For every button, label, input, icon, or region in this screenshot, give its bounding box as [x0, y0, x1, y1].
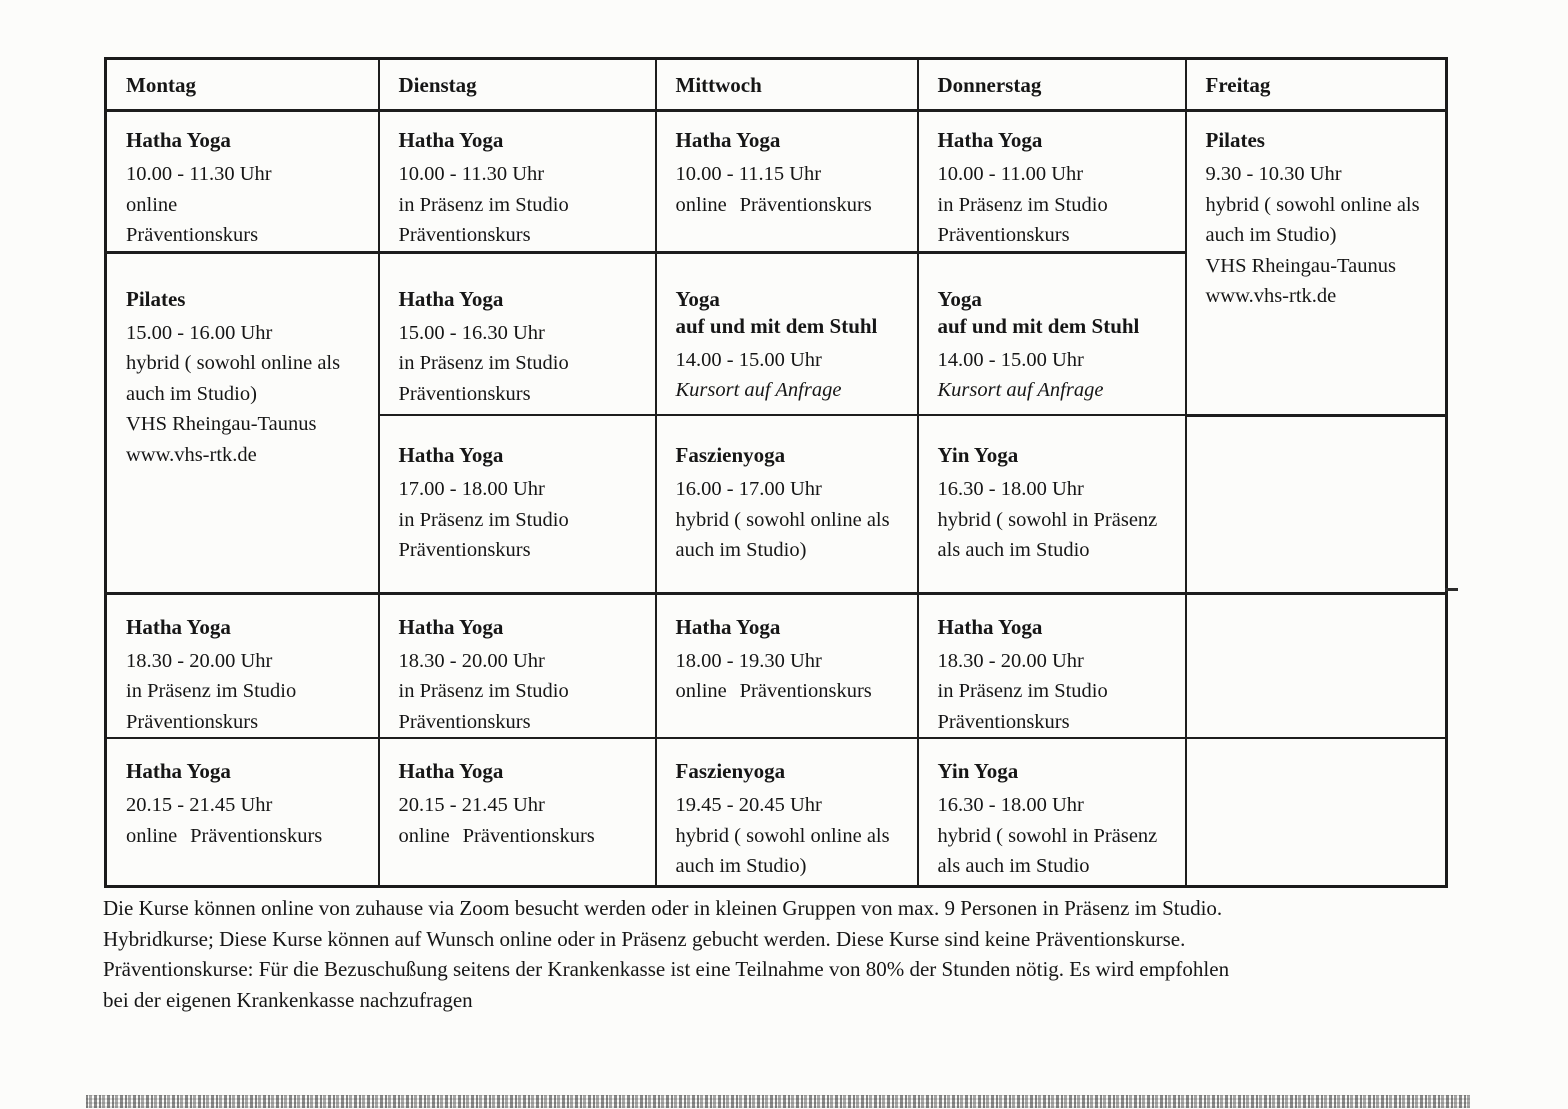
day-header-dienstag: Dienstag — [379, 59, 656, 111]
course-title: Faszienyoga — [675, 443, 786, 467]
course-title: Hatha Yoga — [398, 759, 504, 783]
course-title: Hatha Yoga — [398, 443, 504, 467]
course-cell-donnerstag-morning — [918, 111, 1186, 253]
course-type: Präventionskurs — [398, 382, 531, 405]
course-type: Präventionskurs — [126, 224, 259, 246]
day-header-donnerstag: Donnerstag — [918, 59, 1186, 111]
course-cell-montag-afternoon — [106, 252, 379, 593]
course-time: 18.30 - 20.00 Uhr — [937, 649, 1084, 672]
course-time: 14.00 - 15.00 Uhr — [675, 348, 822, 371]
course-cell-mittwoch-evening1 — [656, 593, 918, 738]
course-cell-dienstag-evening2 — [379, 738, 656, 886]
course-mode: hybrid ( sowohl online als — [1205, 193, 1420, 216]
course-cell-dienstag-morning — [379, 111, 656, 253]
course-mode: online Präventionskurs — [126, 824, 323, 847]
course-cell-mittwoch-afternoon2 — [656, 415, 918, 593]
course-subtitle: auf und mit dem Stuhl — [937, 313, 1140, 338]
course-mode: als auch im Studio — [937, 855, 1090, 877]
course-mode: hybrid ( sowohl in Präsenz — [937, 508, 1158, 531]
course-type: Präventionskurs — [398, 710, 531, 733]
course-website: www.vhs-rtk.de — [1205, 285, 1337, 307]
course-provider: VHS Rheingau-Taunus — [1205, 254, 1396, 277]
course-time: 16.00 - 17.00 Uhr — [675, 478, 822, 500]
day-header-mittwoch: Mittwoch — [656, 59, 918, 111]
course-time: 17.00 - 18.00 Uhr — [398, 478, 545, 500]
course-time: 18.30 - 20.00 Uhr — [398, 649, 545, 672]
course-schedule-table — [104, 57, 1448, 888]
course-cell-montag-evening2 — [106, 738, 379, 886]
course-mode: in Präsenz im Studio — [126, 680, 297, 702]
course-cell-mittwoch-afternoon1 — [656, 252, 918, 415]
course-cell-dienstag-afternoon1 — [379, 252, 656, 415]
course-type: Präventionskurs — [398, 539, 531, 561]
course-mode: online — [126, 193, 178, 216]
day-header-freitag: Freitag — [1186, 59, 1447, 111]
course-title: Yin Yoga — [937, 443, 1019, 467]
course-title: Pilates — [1205, 128, 1265, 152]
course-time: 18.00 - 19.30 Uhr — [675, 649, 822, 672]
course-cell-mittwoch-evening2 — [656, 738, 918, 886]
course-cell-montag-evening1 — [106, 593, 379, 738]
course-title: Hatha Yoga — [675, 128, 781, 152]
course-cell-donnerstag-afternoon1 — [918, 252, 1186, 415]
course-time: 20.15 - 21.45 Uhr — [126, 794, 273, 816]
course-provider: VHS Rheingau-Taunus — [126, 413, 317, 435]
course-type: Präventionskurs — [937, 710, 1070, 733]
course-title: Hatha Yoga — [398, 128, 504, 152]
course-type: Präventionskurs — [398, 224, 531, 246]
course-title: Hatha Yoga — [937, 128, 1043, 152]
course-mode: online Präventionskurs — [398, 824, 595, 847]
empty-cell-freitag-evening1 — [1186, 593, 1447, 738]
notes-line: Präventionskurse: Für die Bezuschußung seitens der Krankenkasse ist eine Teilnahme von 80% der Stunden nötig. Es wird empfohlen — [103, 957, 1230, 981]
course-title: Hatha Yoga — [126, 614, 231, 639]
course-title: Pilates — [126, 286, 186, 311]
course-cell-donnerstag-evening1 — [918, 593, 1186, 738]
course-time: 10.00 - 11.30 Uhr — [398, 163, 545, 185]
course-mode: hybrid ( sowohl online als — [126, 352, 341, 374]
course-cell-donnerstag-evening2 — [918, 738, 1186, 886]
footnotes — [103, 893, 1333, 1015]
empty-cell-freitag-evening2 — [1186, 738, 1447, 886]
empty-cell-freitag-afternoon — [1186, 415, 1447, 593]
course-mode: auch im Studio) — [675, 855, 807, 877]
course-title: Yoga — [937, 286, 982, 311]
course-mode: in Präsenz im Studio — [398, 193, 569, 216]
course-cell-dienstag-afternoon2 — [379, 415, 656, 593]
course-mode: auch im Studio) — [1205, 224, 1337, 246]
course-cell-dienstag-evening1 — [379, 593, 656, 738]
course-location-note: Kursort auf Anfrage — [937, 379, 1104, 401]
table-row — [106, 738, 1447, 886]
course-mode: als auch im Studio — [937, 539, 1090, 561]
course-subtitle: auf und mit dem Stuhl — [675, 313, 878, 338]
course-mode: in Präsenz im Studio — [398, 508, 569, 531]
course-mode: online Präventionskurs — [675, 680, 872, 702]
course-time: 10.00 - 11.30 Uhr — [126, 163, 272, 185]
course-title: Hatha Yoga — [126, 128, 231, 152]
course-mode: hybrid ( sowohl in Präsenz — [937, 824, 1158, 847]
course-mode: online Präventionskurs — [675, 193, 872, 216]
course-type: Präventionskurs — [126, 710, 259, 733]
course-cell-montag-morning — [106, 111, 379, 253]
table-edge-tick-artifact — [1445, 588, 1458, 591]
course-title: Hatha Yoga — [398, 286, 504, 311]
notes-line: Hybridkurse; Diese Kurse können auf Wunsch online oder in Präsenz gebucht werden. Diese Kurse sind keine Präventionskurse. — [103, 926, 1186, 951]
header-row — [106, 59, 1447, 111]
course-location-note: Kursort auf Anfrage — [675, 379, 842, 401]
course-title: Hatha Yoga — [398, 614, 504, 639]
course-time: 10.00 - 11.00 Uhr — [937, 163, 1084, 185]
course-mode: auch im Studio) — [126, 382, 257, 405]
course-mode: auch im Studio) — [675, 539, 807, 561]
course-time: 9.30 - 10.30 Uhr — [1205, 163, 1342, 185]
course-time: 14.00 - 15.00 Uhr — [937, 348, 1084, 371]
course-title: Yoga — [675, 286, 720, 311]
course-time: 16.30 - 18.00 Uhr — [937, 794, 1084, 816]
course-title: Yin Yoga — [937, 759, 1019, 783]
course-title: Hatha Yoga — [937, 614, 1043, 639]
day-header-montag: Montag — [106, 59, 379, 111]
course-time: 15.00 - 16.00 Uhr — [126, 321, 273, 344]
course-mode: hybrid ( sowohl online als — [675, 508, 890, 531]
course-time: 16.30 - 18.00 Uhr — [937, 478, 1084, 500]
course-time: 10.00 - 11.15 Uhr — [675, 163, 822, 185]
course-mode: in Präsenz im Studio — [398, 680, 569, 702]
course-mode: in Präsenz im Studio — [937, 680, 1108, 702]
course-time: 15.00 - 16.30 Uhr — [398, 321, 545, 344]
course-time: 20.15 - 21.45 Uhr — [398, 794, 545, 816]
course-mode: in Präsenz im Studio — [398, 352, 569, 374]
table-row — [106, 593, 1447, 738]
course-time: 19.45 - 20.45 Uhr — [675, 794, 822, 816]
course-mode: in Präsenz im Studio — [937, 193, 1108, 216]
notes-line: Die Kurse können online von zuhause via Zoom besucht werden oder in kleinen Gruppen von max. 9 Personen in Präsenz im Studio. — [103, 896, 1223, 920]
table-row — [106, 111, 1447, 253]
scan-noise-bar-artifact — [86, 1095, 1470, 1108]
course-time: 18.30 - 20.00 Uhr — [126, 649, 273, 672]
course-cell-mittwoch-morning — [656, 111, 918, 253]
course-cell-freitag-morning — [1186, 111, 1447, 416]
course-website: www.vhs-rtk.de — [126, 443, 257, 466]
course-mode: hybrid ( sowohl online als — [675, 824, 890, 847]
course-title: Hatha Yoga — [126, 759, 231, 783]
course-type: Präventionskurs — [937, 224, 1070, 246]
course-title: Hatha Yoga — [675, 614, 781, 639]
course-title: Faszienyoga — [675, 759, 786, 783]
course-cell-donnerstag-afternoon2 — [918, 415, 1186, 593]
notes-line: bei der eigenen Krankenkasse nachzufragen — [103, 987, 473, 1012]
